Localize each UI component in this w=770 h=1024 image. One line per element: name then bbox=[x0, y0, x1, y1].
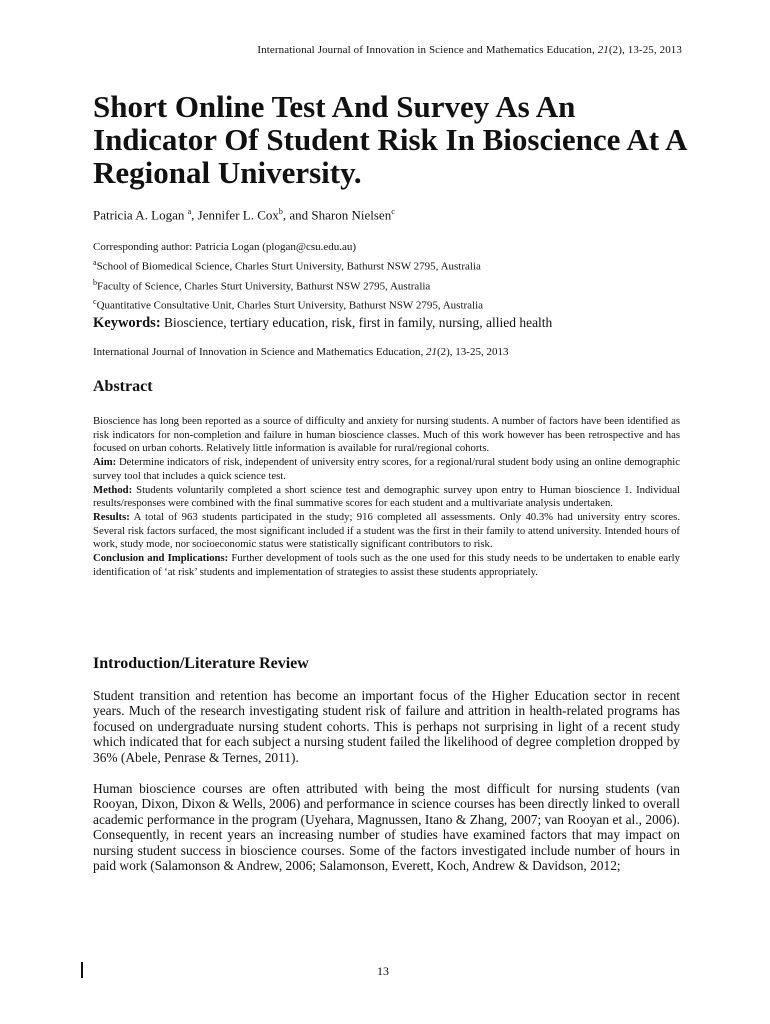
author-2-sup: b bbox=[278, 207, 283, 216]
affiliation-block bbox=[93, 240, 483, 314]
abstract-body bbox=[93, 415, 680, 579]
author-line: Patricia A. Logan $^a$, Jennifer L. Cox$^b$, and Sharon Nielsen$^c$ bbox=[93, 207, 395, 223]
author-1-sup: a bbox=[187, 207, 192, 216]
keywords-text: Bioscience, tertiary education, risk, first in family, nursing, allied health bbox=[160, 315, 553, 330]
page-number: 13 bbox=[377, 964, 389, 978]
affiliation-b-sup: b bbox=[93, 277, 97, 287]
affiliation-b-text: Faculty of Science, Charles Sturt University, Bathurst NSW 2795, Australia bbox=[97, 280, 431, 293]
abstract-results-text: A total of 963 students participated in the study; 916 completed all assessments. Only 40.3% had university entry scores. Several risk factors surfaced, the most significant included if a student was the first in their family to attend university. Intended hours of work, study mode, nor socioeconomic status were statistically significant contributors to risk. bbox=[93, 510, 680, 551]
affiliation-c bbox=[93, 294, 483, 314]
intro-paragraph-2: Human bioscience courses are often attributed with being the most difficult for nursing students (van Rooyan, Dixon, Dixon & Wells, 2006) and performance in science courses has been directly linked to overall academic performance in the program (Uyehara, Magnussen, Itano & Zhang, 2007; van Rooyan et al., 2006). Consequently, in recent years an increasing number of studies have examined factors that may impact on nursing student success in bioscience courses. Some of the factors investigated include number of hours in paid work (Salamonson & Andrew, 2006; Salamonson, Everett, Koch, Andrew & Davidson, 2012; bbox=[93, 781, 680, 874]
keywords-label: Keywords: bbox=[93, 315, 161, 331]
abstract-results bbox=[93, 511, 680, 552]
affiliation-c-text: Quantitative Consultative Unit, Charles Sturt University, Bathurst NSW 2795, Australia bbox=[96, 299, 484, 312]
abstract-aim-text: Determine indicators of risk, independent of university entry scores, for a regional/rural student body using an online demographic survey tool that includes a quick science test. bbox=[93, 456, 680, 482]
intro-paragraph-1: Student transition and retention has become an important focus of the Higher Education sector in recent years. Much of the research investigating student risk of failure and attrition in health-related programs has focused on undergraduate nursing student cohorts. This is perhaps not surprising in light of a recent study which indicated that for each subject a nursing student failed the likelihood of degree completion dropped by 36% (Abele, Penrase & Ternes, 2011). bbox=[93, 688, 680, 765]
abstract-method-text: Students voluntarily completed a short science test and demographic survey upon entry to Human bioscience 1. Individual results/responses were combined with the final summative scores for each student and a multivariate analysis undertaken. bbox=[93, 483, 680, 510]
introduction-body bbox=[93, 688, 680, 889]
affiliation-a-text: School of Biomedical Science, Charles Sturt University, Bathurst NSW 2795, Australia bbox=[96, 260, 481, 273]
running-header bbox=[257, 44, 682, 56]
abstract-aim-label: Aim: bbox=[93, 456, 117, 469]
keywords-line bbox=[93, 315, 552, 332]
author-1-name: Patricia A. Logan bbox=[93, 207, 185, 223]
abstract-method-label: Method: bbox=[93, 483, 133, 496]
abstract-aim bbox=[93, 456, 680, 483]
abstract-conclusion-text: Further development of tools such as the one used for this study needs to be undertaken to enable early identification of ‘at risk’ students and implementation of strategies to assist these students appropriately. bbox=[93, 552, 680, 578]
author-3-sup: c bbox=[391, 207, 395, 216]
author-3-name: and Sharon Nielsen bbox=[289, 207, 392, 223]
abstract-conclusion-label: Conclusion and Implications: bbox=[93, 552, 229, 565]
abstract-intro: Bioscience has long been reported as a source of difficulty and anxiety for nursing students. A number of factors have been identified as risk indicators for non-completion and failure in human bioscience classes. Much of this work however has been retrospective and has focused on urban cohorts. Relatively little information is available for rural/regional cohorts. bbox=[93, 415, 680, 455]
citation-volume: 21 bbox=[425, 346, 437, 358]
affiliation-a-sup: a bbox=[93, 258, 97, 267]
affiliation-c-sup: c bbox=[93, 297, 97, 307]
margin-bar bbox=[81, 962, 83, 978]
affiliation-b bbox=[93, 275, 483, 295]
citation-journal: International Journal of Innovation in Science and Mathematics Education, bbox=[93, 346, 426, 358]
corresponding-author: Corresponding author: Patricia Logan (plogan@csu.edu.au) bbox=[93, 241, 357, 253]
abstract-heading: Abstract bbox=[93, 378, 153, 395]
article-title: Short Online Test And Survey As An Indicator Of Student Risk In Bioscience At A Regional University. bbox=[93, 89, 686, 190]
citation-line bbox=[93, 346, 508, 358]
affiliation-a bbox=[93, 255, 483, 275]
abstract-conclusion bbox=[93, 552, 680, 579]
introduction-heading: Introduction/Literature Review bbox=[93, 655, 309, 672]
citation-issue: (2), 13-25, 2013 bbox=[436, 346, 509, 358]
abstract-results-label: Results: bbox=[93, 510, 130, 523]
running-header-journal: International Journal of Innovation in Science and Mathematics Education, bbox=[257, 44, 598, 56]
running-header-volume: 21 bbox=[597, 44, 609, 56]
author-2-name: Jennifer L. Cox bbox=[197, 207, 279, 223]
abstract-method bbox=[93, 484, 680, 511]
running-header-issue: (2), 13-25, 2013 bbox=[608, 44, 682, 56]
